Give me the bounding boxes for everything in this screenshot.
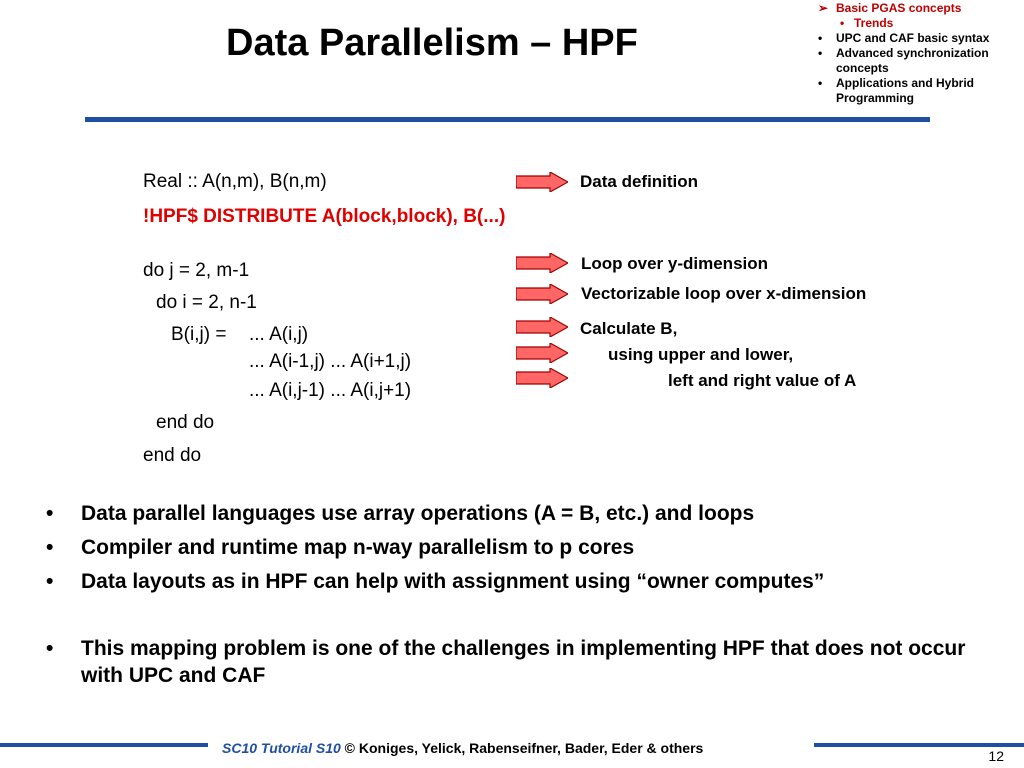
bullet-text: Data layouts as in HPF can help with assignment using “owner computes” [81,570,825,593]
right-arrow-icon [516,343,568,363]
agenda-item-label: UPC and CAF basic syntax [836,31,990,45]
footer [222,740,703,756]
code-line: do i = 2, n-1 [156,292,257,313]
bullet-item [46,500,981,527]
slide-title: Data Parallelism – HPF [226,22,638,64]
footer-tutorial: SC10 Tutorial S10 [222,740,341,756]
bullet-icon: • [46,570,54,593]
footer-credits: © Koniges, Yelick, Rabenseifner, Bader, Eder & others [340,740,704,756]
right-arrow-icon [516,317,568,337]
agenda-item [812,16,1024,31]
footer-divider [0,743,208,747]
bullet-icon: • [46,502,54,525]
bullet-icon: • [818,76,823,90]
right-arrow-icon [516,172,568,192]
annotation: Loop over y-dimension [581,254,769,273]
annotation: left and right value of A [668,371,857,390]
page-number: 12 [988,748,1004,764]
agenda-item [812,31,1024,46]
bullet-text: Compiler and runtime map n-way parallelism to p cores [81,536,635,559]
agenda-item-label: Trends [854,16,894,30]
annotation: Data definition [580,172,699,191]
bullet-icon: • [818,46,823,60]
agenda-item-label: Applications and Hybrid Programming [836,76,975,105]
code-line: ... A(i,j) [249,324,309,345]
bullet-icon: • [46,536,54,559]
bullet-icon: • [840,16,845,30]
agenda-list [812,1,1024,106]
code-line: do j = 2, m-1 [143,260,250,281]
agenda-item-label: Basic PGAS concepts [836,1,962,15]
code-line: ... A(i,j-1) ... A(i,j+1) [249,380,412,401]
code-line: B(i,j) = [171,324,227,345]
code-line: Real :: A(n,m), B(n,m) [143,171,327,192]
code-line-hpf-directive: !HPF$ DISTRIBUTE A(block,block), B(...) [143,206,506,227]
arrow-bullet-icon: ➢ [818,1,829,15]
annotation: using upper and lower, [608,345,794,364]
bullet-icon: • [818,31,823,45]
agenda-item [812,76,1024,106]
annotation: Vectorizable loop over x-dimension [581,284,867,303]
agenda-item [812,1,1024,16]
agenda-item-label: Advanced synchronization concepts [836,46,989,75]
title-divider [85,117,930,122]
bullet-item [46,635,981,689]
agenda-item [812,46,1024,76]
bullet-item [46,534,981,561]
code-line: end do [156,412,215,433]
code-line: ... A(i-1,j) ... A(i+1,j) [249,351,412,372]
bullet-text: Data parallel languages use array operations (A = B, etc.) and loops [81,502,755,525]
annotation: Calculate B, [580,319,678,338]
right-arrow-icon [516,368,568,388]
footer-divider [814,743,1024,747]
bullet-text: This mapping problem is one of the challenges in implementing HPF that does not occur with UPC and CAF [81,637,966,687]
code-line: end do [143,445,202,466]
right-arrow-icon [516,253,568,273]
right-arrow-icon [516,284,568,304]
bullet-item [46,568,981,595]
bullet-icon: • [46,637,54,660]
